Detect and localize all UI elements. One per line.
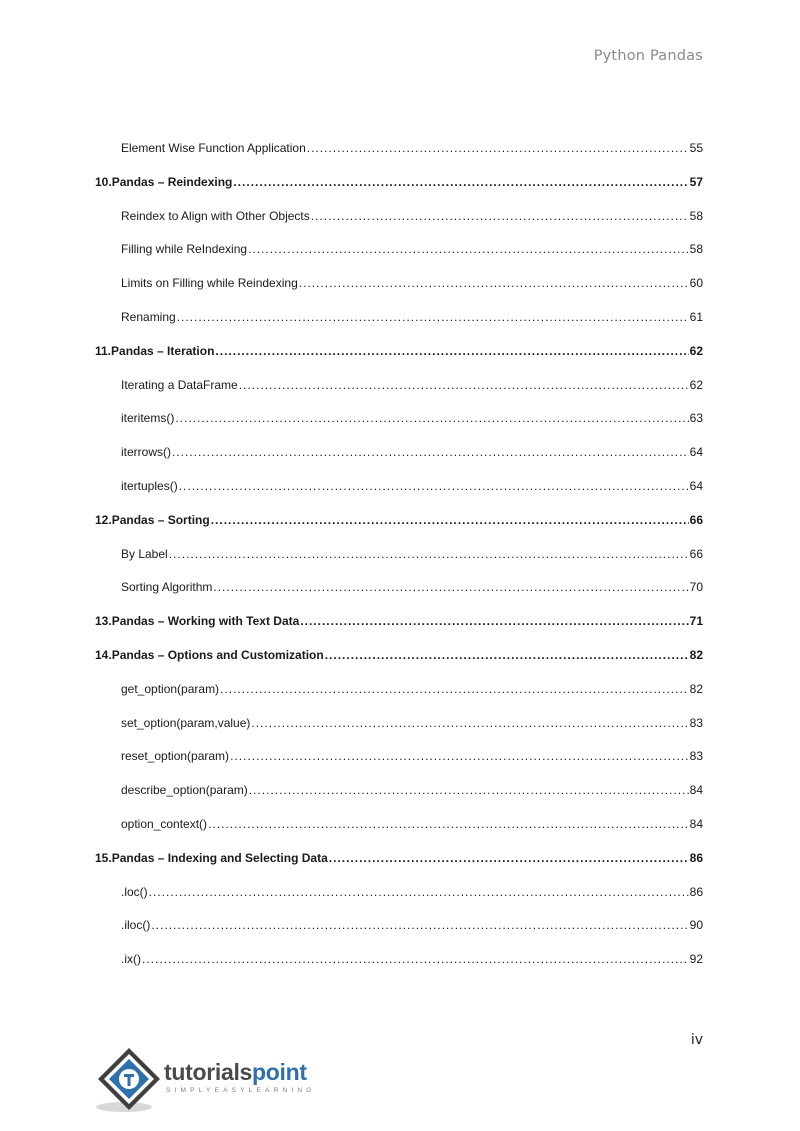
toc-section-entry[interactable] xyxy=(121,577,703,597)
toc-section-entry[interactable] xyxy=(121,746,703,766)
toc-page-number: 70 xyxy=(689,580,703,595)
toc-dot-leader xyxy=(249,780,689,800)
page-number: iv xyxy=(690,1032,703,1048)
toc-section-entry[interactable] xyxy=(121,780,703,800)
toc-dot-leader xyxy=(233,172,688,192)
toc-chapter-number: 11. xyxy=(95,343,112,358)
toc-page-number: 82 xyxy=(689,681,703,696)
toc-entry-title: Pandas – Options and Customization xyxy=(111,648,324,662)
toc-entry-title: By Label xyxy=(121,546,168,561)
toc-dot-leader xyxy=(248,239,689,259)
toc-entry-title: describe_option(param) xyxy=(121,783,248,798)
toc-page-number: 83 xyxy=(689,749,703,764)
toc-entry-title: Iterating a DataFrame xyxy=(121,377,238,392)
toc-dot-leader xyxy=(211,510,689,530)
toc-section-entry[interactable] xyxy=(121,239,703,259)
toc-dot-leader xyxy=(325,645,689,665)
toc-entry-title: Element Wise Function Application xyxy=(121,141,306,155)
toc-page-number: 61 xyxy=(689,310,703,324)
toc-section-entry[interactable] xyxy=(121,915,703,935)
toc-page-number: 64 xyxy=(689,445,703,460)
toc-entry-title: itertuples() xyxy=(121,479,178,493)
toc-dot-leader xyxy=(329,848,689,868)
toc-page-number: 71 xyxy=(689,614,703,629)
toc-section-entry[interactable] xyxy=(121,138,703,158)
toc-entry-title: .ix() xyxy=(121,952,141,967)
toc-page-number: 86 xyxy=(689,884,703,899)
toc-chapter-number: 13. xyxy=(95,614,112,629)
toc-dot-leader xyxy=(169,544,689,564)
toc-dot-leader xyxy=(299,273,689,293)
logo-tagline: SIMPLYEASYLEARNING xyxy=(166,1087,316,1094)
toc-chapter-number: 12. xyxy=(95,512,112,527)
toc-chapter-number: 14. xyxy=(95,648,112,662)
toc-entry-title: .iloc() xyxy=(121,918,151,933)
running-header: Python Pandas xyxy=(593,48,703,64)
toc-dot-leader xyxy=(213,577,688,597)
logo-word-tutorials: tutorials xyxy=(164,1059,253,1085)
logo-diamond-icon xyxy=(94,1045,164,1117)
toc-page-number: 55 xyxy=(689,141,703,155)
toc-dot-leader xyxy=(149,882,689,902)
toc-section-entry[interactable] xyxy=(121,408,703,428)
logo-word-point: point xyxy=(252,1059,307,1085)
toc-page-number: 58 xyxy=(689,242,703,257)
toc-section-entry[interactable] xyxy=(121,544,703,564)
toc-dot-leader xyxy=(208,814,689,834)
toc-section-entry[interactable] xyxy=(121,307,703,327)
toc-dot-leader xyxy=(175,408,688,428)
toc-page-number: 66 xyxy=(689,512,703,527)
toc-section-entry[interactable] xyxy=(121,713,703,733)
toc-page-number: 82 xyxy=(689,648,703,662)
toc-chapter-entry[interactable] xyxy=(95,645,703,665)
toc-entry-title: Limits on Filling while Reindexing xyxy=(121,276,298,291)
toc-entry-title: set_option(param,value) xyxy=(121,715,251,730)
toc-section-entry[interactable] xyxy=(121,206,703,226)
toc-dot-leader xyxy=(215,341,688,361)
toc-dot-leader xyxy=(151,915,688,935)
toc-page-number: 83 xyxy=(689,715,703,730)
toc-page-number: 92 xyxy=(689,952,703,967)
logo-wordmark xyxy=(164,1059,307,1086)
toc-section-entry[interactable] xyxy=(121,273,703,293)
toc-page-number: 63 xyxy=(689,411,703,426)
toc-dot-leader xyxy=(300,611,688,631)
toc-chapter-entry[interactable] xyxy=(95,341,703,361)
toc-entry-title: iteritems() xyxy=(121,411,175,426)
toc-entry-title: Pandas – Sorting xyxy=(111,512,210,527)
toc-dot-leader xyxy=(220,679,689,699)
toc-dot-leader xyxy=(307,138,689,158)
toc-page-number: 57 xyxy=(689,174,703,189)
toc-entry-title: Pandas – Reindexing xyxy=(111,174,233,189)
toc-section-entry[interactable] xyxy=(121,814,703,834)
tutorialspoint-logo xyxy=(94,1045,334,1117)
toc-page-number: 60 xyxy=(689,276,703,291)
toc-entry-title: get_option(param) xyxy=(121,681,220,696)
toc-section-entry[interactable] xyxy=(121,375,703,395)
toc-entry-title: Pandas – Iteration xyxy=(111,343,215,358)
toc-dot-leader xyxy=(179,476,689,496)
toc-section-entry[interactable] xyxy=(121,949,703,969)
toc-page-number: 64 xyxy=(689,479,703,493)
toc-dot-leader xyxy=(311,206,689,226)
toc-entry-title: Renaming xyxy=(121,310,176,324)
toc-section-entry[interactable] xyxy=(121,882,703,902)
toc-entry-title: option_context() xyxy=(121,817,208,831)
toc-entry-title: Filling while ReIndexing xyxy=(121,242,248,257)
toc-section-entry[interactable] xyxy=(121,476,703,496)
toc-dot-leader xyxy=(142,949,689,969)
toc-entry-title: reset_option(param) xyxy=(121,749,230,764)
toc-page-number: 86 xyxy=(689,850,703,865)
toc-chapter-entry[interactable] xyxy=(95,848,703,868)
toc-page-number: 62 xyxy=(689,343,703,358)
toc-chapter-entry[interactable] xyxy=(95,172,703,192)
toc-entry-title: Pandas – Working with Text Data xyxy=(111,614,300,629)
toc-page-number: 84 xyxy=(689,817,703,831)
toc-entry-title: Sorting Algorithm xyxy=(121,580,213,595)
toc-dot-leader xyxy=(177,307,689,327)
toc-dot-leader xyxy=(251,713,688,733)
toc-page-number: 90 xyxy=(689,918,703,933)
toc-entry-title: Reindex to Align with Other Objects xyxy=(121,208,310,223)
toc-chapter-entry[interactable] xyxy=(95,611,703,631)
toc-page-number: 84 xyxy=(689,783,703,798)
toc-page-number: 66 xyxy=(689,546,703,561)
toc-chapter-number: 15. xyxy=(95,850,112,865)
toc-section-entry[interactable] xyxy=(121,442,703,462)
toc-dot-leader xyxy=(230,746,689,766)
toc-entry-title: .loc() xyxy=(121,884,148,899)
toc-entry-title: iterrows() xyxy=(121,445,171,460)
toc-entry-title: Pandas – Indexing and Selecting Data xyxy=(111,850,328,865)
toc-chapter-number: 10. xyxy=(95,174,112,189)
toc-chapter-entry[interactable] xyxy=(95,510,703,530)
toc-page-number: 58 xyxy=(689,208,703,223)
toc-dot-leader xyxy=(172,442,689,462)
toc-page-number: 62 xyxy=(689,377,703,392)
toc-dot-leader xyxy=(239,375,689,395)
toc-section-entry[interactable] xyxy=(121,679,703,699)
